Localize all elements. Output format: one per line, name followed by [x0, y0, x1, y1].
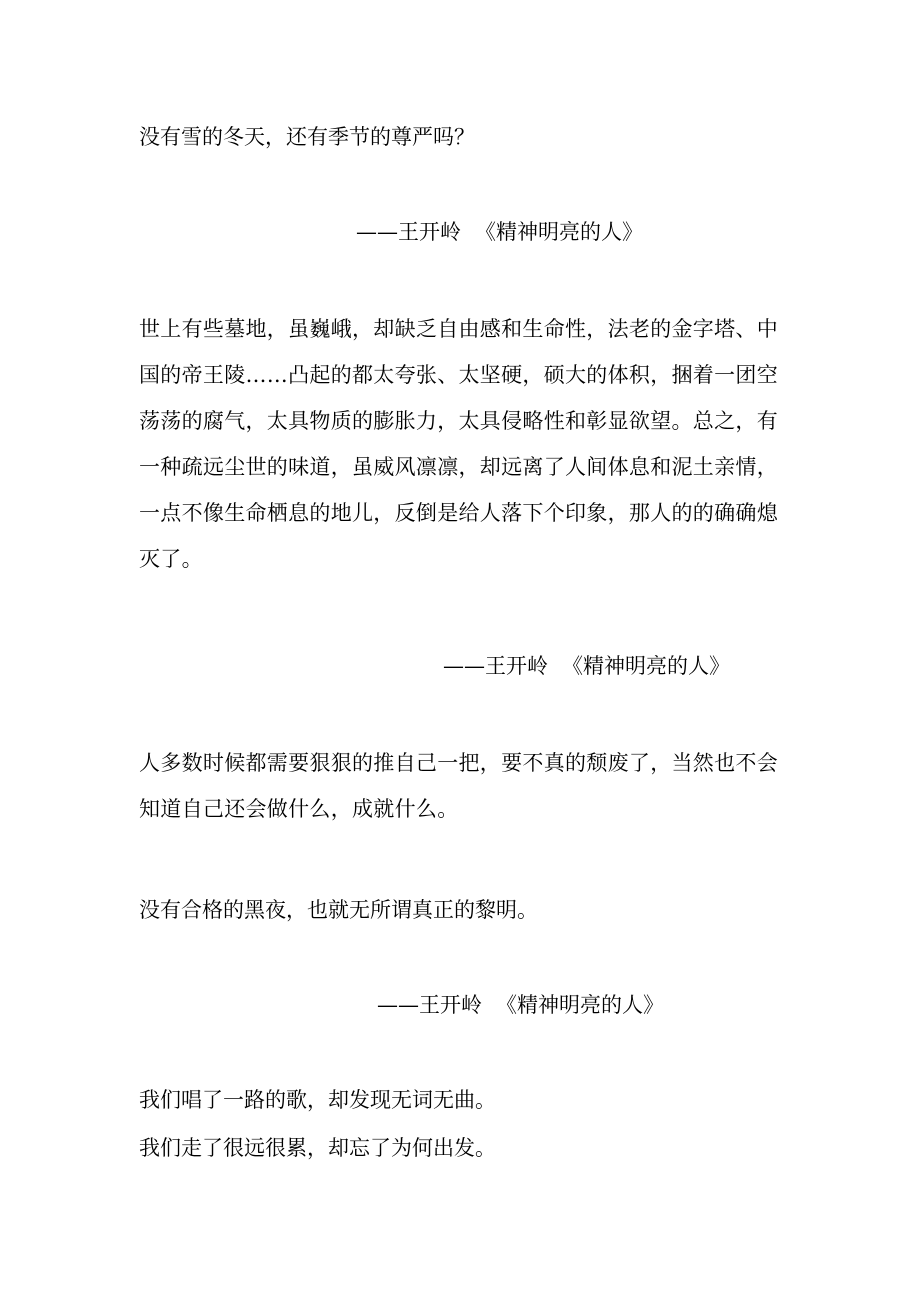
attribution-3-author: ——王开岭: [377, 993, 482, 1017]
quote-tombs-paragraph: 世上有些墓地，虽巍峨，却缺乏自由感和生命性，法老的金字塔、中国的帝王陵……凸起的都太夸张、太坚硬，硕大的体积，捆着一团空荡荡的腐气，太具物质的膨胀力，太具侵略性和彰显欲望。总之，有一种疏远尘世的味道，虽威风凛凛，却远离了人间体息和泥土亲情，一点不像生命栖息的地儿，反倒是给人落下个印象，那人的的确确熄灭了。: [139, 317, 778, 571]
attribution-3: [377, 990, 664, 1020]
quote-night-dawn: 没有合格的黑夜，也就无所谓真正的黎明。: [139, 898, 538, 922]
attribution-3-title: 《精神明亮的人》: [496, 993, 664, 1017]
attribution-2: [443, 651, 730, 681]
quote-push-yourself: 人多数时候都需要狠狠的推自己一把，要不真的颓废了，当然也不会知道自己还会做什么，成就什么。: [139, 751, 778, 821]
attribution-2-title: 《精神明亮的人》: [562, 654, 730, 678]
attribution-1-title: 《精神明亮的人》: [475, 220, 643, 244]
attribution-2-author: ——王开岭: [443, 654, 548, 678]
quote-songs-line-2: 我们走了很远很累，却忘了为何出发。: [139, 1136, 496, 1160]
attribution-1-author: ——王开岭: [356, 220, 461, 244]
quote-snow-winter: 没有雪的冬天，还有季节的尊严吗？: [139, 125, 475, 149]
quote-songs-line-1: 我们唱了一路的歌，却发现无词无曲。: [139, 1088, 496, 1112]
attribution-1: [356, 217, 643, 247]
